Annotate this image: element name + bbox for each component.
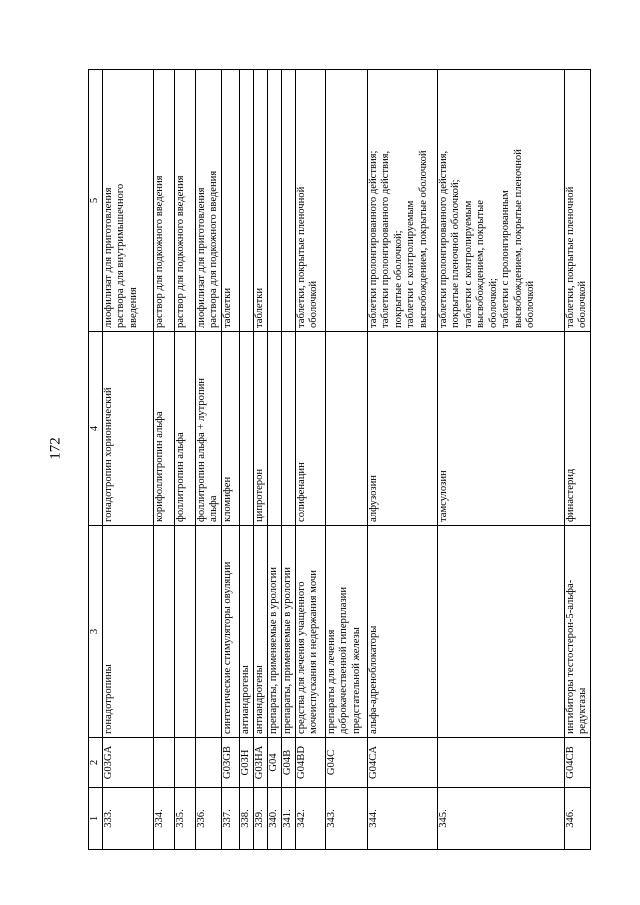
row-number: 333. [102, 788, 153, 850]
drug-name-line: фоллитропин альфа [174, 432, 186, 522]
atc-code: G03H [239, 738, 253, 788]
atc-code: G04CB [564, 738, 590, 788]
drug-name-line: альфа [208, 495, 219, 522]
row-number: 345. [437, 788, 564, 850]
drug-name [195, 332, 221, 526]
header-col-4: 4 [89, 332, 103, 526]
dosage-form [367, 70, 437, 332]
dosage-form-line: высвобождением, покрытые пленочной [512, 149, 524, 328]
atc-code: G04C [325, 738, 367, 788]
drug-name-line: алфузозин [367, 475, 379, 522]
dosage-form-line: оболочкой [577, 280, 588, 328]
atc-code: G04 [267, 738, 281, 788]
atc-code: G04B [281, 738, 295, 788]
table-row [325, 70, 367, 850]
anatomical-group [267, 526, 281, 738]
drug-name [295, 332, 325, 526]
drug-name-line: тамсулозин [437, 470, 449, 522]
drug-name-line: ципротерон [253, 468, 265, 522]
table-row [253, 70, 267, 850]
anatomical-group [325, 526, 367, 738]
dosage-form [195, 70, 221, 332]
header-col-1: 1 [89, 788, 103, 850]
anatomical-group [153, 526, 174, 738]
header-col-5: 5 [89, 70, 103, 332]
dosage-form-line: таблетки с контролируемым [462, 200, 474, 328]
atc-code [437, 738, 564, 788]
dosage-form-line: высвобождением, покрытые оболочкой [417, 150, 429, 328]
anatomical-group-line: препараты для лечения [325, 629, 337, 734]
row-number: 337. [221, 788, 239, 850]
atc-code: G03GA [102, 738, 153, 788]
row-number: 335. [174, 788, 195, 850]
dosage-form-line: таблетки с контролируемым [405, 200, 416, 328]
dosage-form [153, 70, 174, 332]
dosage-form-line: оболочкой [308, 280, 319, 328]
dosage-form-line: раствор для подкожного введения [174, 175, 186, 328]
row-number: 344. [367, 788, 437, 850]
row-number: 341. [281, 788, 295, 850]
header-col-2: 2 [89, 738, 103, 788]
drug-name [174, 332, 195, 526]
anatomical-group [367, 526, 437, 738]
anatomical-group [239, 526, 253, 738]
anatomical-group-line: мочеиспускания и недержания мочи [308, 570, 319, 734]
anatomical-group-line: альфа-адреноблокаторы [367, 625, 379, 734]
drug-name [281, 332, 295, 526]
anatomical-group [221, 526, 239, 738]
anatomical-group-line: предстательной железы [350, 627, 362, 734]
dosage-form [253, 70, 267, 332]
anatomical-group [195, 526, 221, 738]
dosage-form-line: таблетки пролонгированного действия, [380, 150, 391, 328]
anatomical-group-line: антиандрогены [253, 665, 265, 734]
table-row [281, 70, 295, 850]
anatomical-group [295, 526, 325, 738]
atc-code: G03GB [221, 738, 239, 788]
anatomical-group-line: препараты, применяемые в урологии [281, 567, 293, 734]
row-number: 340. [267, 788, 281, 850]
drug-name [153, 332, 174, 526]
dosage-form-line: введения [127, 287, 139, 328]
dosage-form [267, 70, 281, 332]
table-row [437, 70, 564, 850]
dosage-form-line: раствора для подкожного введения [208, 170, 219, 328]
drug-name-line: солифенацин [295, 462, 307, 522]
table-row [221, 70, 239, 850]
drug-name [253, 332, 267, 526]
dosage-form-line: таблетки [221, 287, 233, 328]
table-row [195, 70, 221, 850]
dosage-form-line: оболочкой [525, 280, 536, 328]
table-row [239, 70, 253, 850]
row-number: 346. [564, 788, 590, 850]
table-row [267, 70, 281, 850]
table-row [295, 70, 325, 850]
drug-name [367, 332, 437, 526]
anatomical-group [564, 526, 590, 738]
drug-name [437, 332, 564, 526]
dosage-form [174, 70, 195, 332]
row-number: 338. [239, 788, 253, 850]
anatomical-group [253, 526, 267, 738]
dosage-form [281, 70, 295, 332]
dosage-form [239, 70, 253, 332]
row-number: 339. [253, 788, 267, 850]
drug-name [267, 332, 281, 526]
atc-code: G04BD [295, 738, 325, 788]
anatomical-group [281, 526, 295, 738]
atc-code [174, 738, 195, 788]
dosage-form-line: покрытые оболочкой; [392, 230, 404, 328]
row-number: 342. [295, 788, 325, 850]
dosage-form-line: таблетки, покрытые пленочной [564, 186, 576, 328]
dosage-form-line: покрытые пленочной оболочкой; [450, 179, 461, 328]
anatomical-group-line: гонадотропины [102, 664, 114, 734]
anatomical-group [437, 526, 564, 738]
atc-code [153, 738, 174, 788]
dosage-form-line: таблетки с пролонгированным [500, 190, 511, 328]
dosage-form-line: таблетки пролонгированного действия, [437, 150, 449, 328]
rotated-table-area [88, 70, 586, 850]
dosage-form-line: оболочкой; [487, 278, 499, 328]
atc-code [195, 738, 221, 788]
dosage-form-line: таблетки пролонгированного действия; [367, 150, 379, 328]
row-number: 343. [325, 788, 367, 850]
dosage-form [221, 70, 239, 332]
header-col-3: 3 [89, 526, 103, 738]
anatomical-group-line: антиандрогены [239, 665, 251, 734]
anatomical-group-line: препараты, применяемые в урологии [267, 567, 279, 734]
drug-name [221, 332, 239, 526]
dosage-form [437, 70, 564, 332]
drug-name-line: финастерид [564, 468, 576, 522]
dosage-form-line: раствор для подкожного введения [153, 175, 165, 328]
drug-name [102, 332, 153, 526]
anatomical-group-line: ингибиторы тестостерон-5-альфа- [564, 579, 576, 734]
dosage-form-line: раствора для внутримышечного [115, 183, 126, 328]
dosage-form-line: лиофилизат для приготовления [195, 187, 207, 328]
anatomical-group [174, 526, 195, 738]
atc-code: G04CA [367, 738, 437, 788]
drug-name-line: корифоллитропин альфа [153, 411, 165, 522]
table-row [367, 70, 437, 850]
anatomical-group-line: синтетические стимуляторы овуляции [221, 561, 233, 734]
dosage-form [325, 70, 367, 332]
table-row [174, 70, 195, 850]
row-number: 336. [195, 788, 221, 850]
dosage-form-line: лиофилизат для приготовления [102, 187, 114, 328]
drug-name [325, 332, 367, 526]
anatomical-group-line: редуктазы [577, 687, 588, 734]
anatomical-group-line: средства для лечения учащенного [295, 581, 307, 734]
anatomical-group [102, 526, 153, 738]
table-row [153, 70, 174, 850]
drug-name-line: фоллитропин альфа + лутропин [195, 378, 207, 522]
page-number: 172 [47, 437, 64, 460]
dosage-form-line: таблетки [253, 287, 265, 328]
header-row [89, 70, 103, 850]
anatomical-group-line: доброкачественной гиперплазии [338, 586, 349, 734]
atc-code: G03HA [253, 738, 267, 788]
drug-table [88, 69, 591, 850]
dosage-form [295, 70, 325, 332]
dosage-form-line: высвобождением, покрытые [475, 200, 486, 328]
drug-name [564, 332, 590, 526]
dosage-form-line: таблетки, покрытые пленочной [295, 186, 307, 328]
drug-name [239, 332, 253, 526]
row-number: 334. [153, 788, 174, 850]
table-row [102, 70, 153, 850]
table-row [564, 70, 590, 850]
drug-name-line: кломифен [221, 476, 233, 522]
dosage-form [564, 70, 590, 332]
dosage-form [102, 70, 153, 332]
drug-name-line: гонадотропин хорионический [102, 387, 114, 522]
